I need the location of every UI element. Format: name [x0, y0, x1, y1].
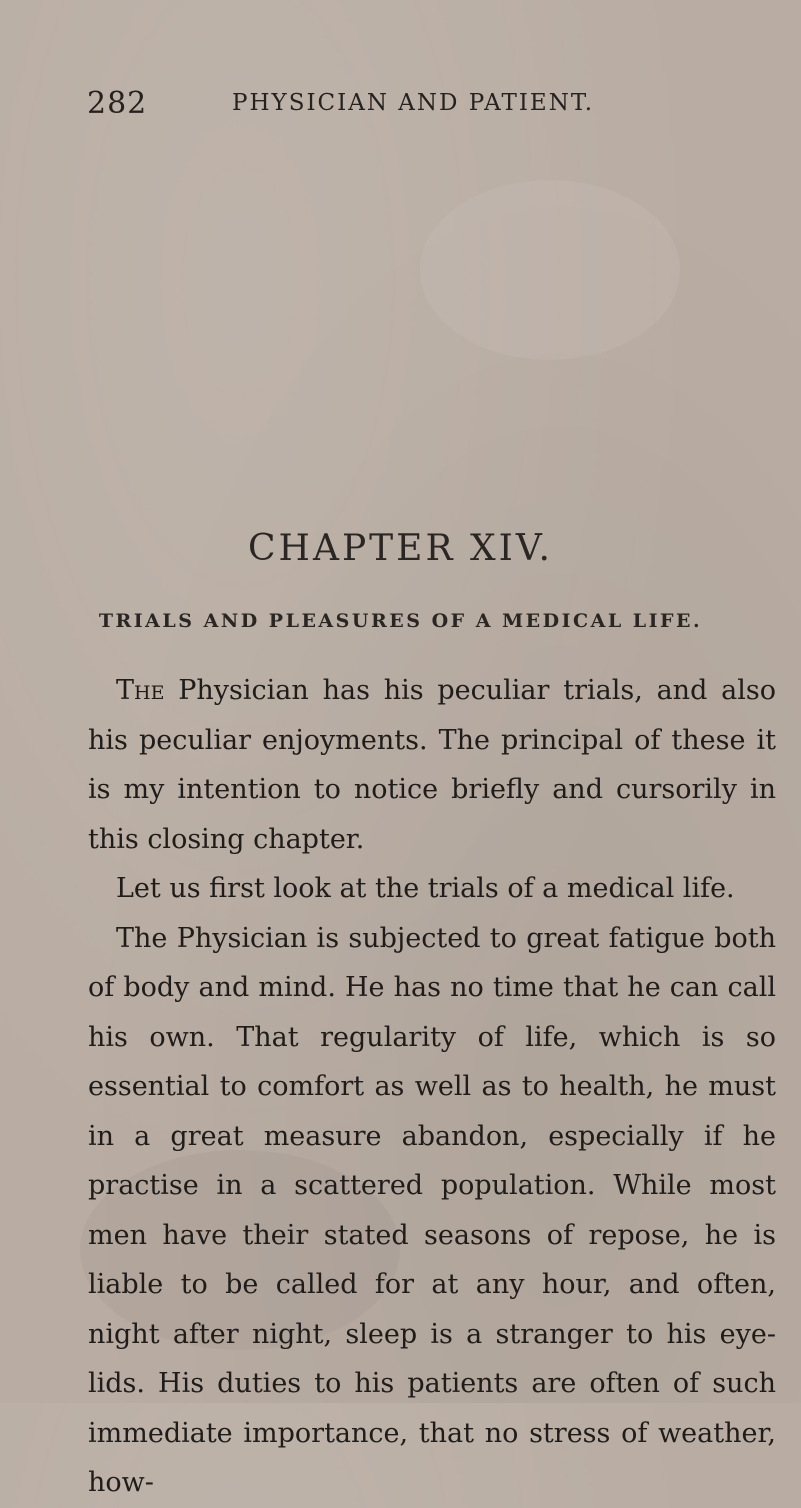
body-text [88, 666, 776, 1508]
chapter-subtitle: TRIALS AND PLEASURES OF A MEDICAL LIFE. [98, 610, 703, 632]
paragraph: Let us first look at the trials of a medical life. [116, 873, 735, 904]
page-number: 282 [87, 86, 148, 121]
paragraph-lead-word: The [116, 675, 165, 706]
paragraph [88, 666, 776, 864]
running-head [0, 86, 801, 126]
running-title: PHYSICIAN AND PATIENT. [232, 90, 595, 116]
chapter-heading: CHAPTER XIV. [248, 528, 553, 569]
paper-stain [420, 180, 680, 360]
paragraph-text: Physician has his peculiar trials, and also his peculiar enjoyments. The principal of these it is my intention to notice briefly and cursorily in this closing chapter. [88, 675, 776, 855]
paragraph: The Physician is subjected to great fatigue both of body and mind. He has no time that he can call his own. That regularity of life, which is so essential to comfort as well as to health, he must in a great measure abandon, especially if he practise in a scattered population. While most men have their stated seasons of repose, he is liable to be called for at any hour, and often, night after night, sleep is a stranger to his eye-lids. His duties to his patients are often of such immediate importance, that no stress of weather, how- [88, 922, 776, 1498]
